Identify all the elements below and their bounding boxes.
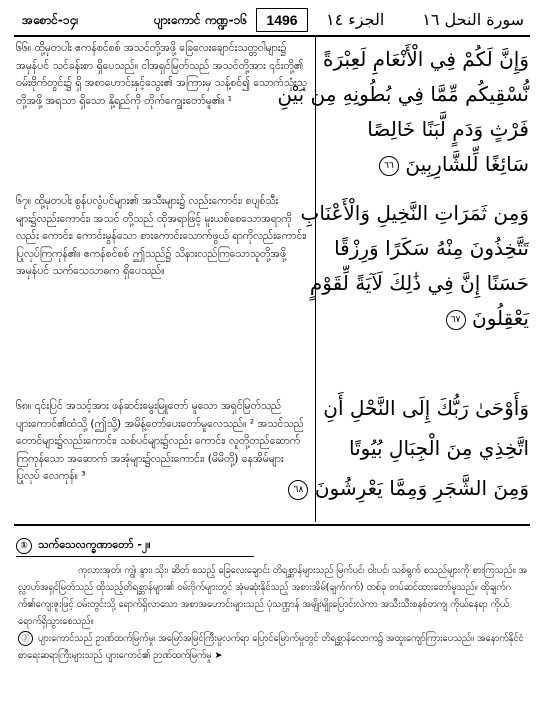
verse-66-text: ၆၆။ ထို့မှတပါး ဧကန်စင်စစ် အသင်တို့အဖို့ ခြေလေးချောင်းသတ္တဝါများ၌ အမှန်ပင် သင်ခန်းစာ ရှိပေသည်။ ငါအရှင်မြတ်သည် အသင်တို့အား ၎င်းတို့၏ ဝမ်းဗိုက်တွင်း၌ ရှိ အစာဟောင်းနှင့်သွေး၏ အကြားမှ သန့်စင်၍ သောက်သုံးသူတို့အဖို့ အရသာ ရှိသော နို့ရည်ကို တိုက်ကျွေးတော်မူ၏။ ¹ bbox=[16, 42, 307, 107]
ayah-number-marker: ٦٨ bbox=[288, 480, 308, 500]
arabic-line: حَسَنًا إِنَّ فِي ذَٰلِكَ لَآيَةً لِّقَوْمٍ bbox=[309, 271, 529, 295]
ayah-number-marker: ٦٦ bbox=[379, 156, 399, 176]
arabic-line: تَتَّخِذُونَ مِنْهُ سَكَرًا وَرِزْقًا bbox=[334, 236, 529, 260]
header-rule bbox=[14, 35, 530, 37]
arabic-line-text: يَعْقِلُونَ bbox=[472, 306, 529, 330]
translation-verse-67 bbox=[16, 193, 308, 281]
arabic-verse-67 bbox=[300, 196, 529, 336]
note-number-badge: ① bbox=[16, 538, 32, 554]
arabic-line: وَإِنَّ لَكُمْ فِي الْأَنْعَامِ لَعِبْرَةً bbox=[323, 47, 529, 71]
arabic-line: فَرْثٍ وَدَمٍ لَّبَنًا خَالِصًا bbox=[367, 117, 529, 141]
arabic-line bbox=[323, 147, 529, 182]
translation-verse-66 bbox=[16, 40, 308, 110]
arabic-line: وَمِن ثَمَرَاتِ النَّخِيلِ وَالْأَعْنَابِ bbox=[300, 201, 529, 225]
footnote-paragraph: ကုလားအုတ်၊ ကျွဲ၊ နွား၊ သိုး၊ ဆိတ် စသည့် ခြေလေးချောင်း တိရစ္ဆာန်များသည် မြက်ပင်၊ ဝါးပင်၊ သစ်ရွက် စသည်များကို စားကြသည်။ အလ္လာဟ်အရှင်မြတ်သည် ထိုသည့်တိရစ္ဆာန်များ၏ ဝမ်းဗိုက်များတွင် အုံမဆုံးနိုင်သည့် အစားအိမ်(ချက်ဂက်) တစ်ခု တပ်ဆင်ထားတော်မူသည်။ ထိုချက်ဂက်၏ကျေးဇူးဖြင့် ဝမ်းတွင်းသို့ ရောက်ရှိလာသော အစာအဟောင်းများသည် ပုံသဏ္ဌာန် အမျိုးမျိုးပြောင်းလဲကာ အသီးသီးစနစ်တကျ ကိုယ်နေရာ ကိုယ် ရောက်ရှိသွားစေသည်။ bbox=[18, 565, 528, 627]
arabic-line bbox=[293, 468, 529, 508]
verse-68-text: ၆၈။ ၎င်းပြင် အသင့်အား ဖန်ဆင်းမွေးမြူတော် မူသော အရှင်မြတ်သည် ပျားကောင်၏ထံသို့ (ဤသို့) အမိန့်တော်ပေးတော်မူလေသည်။ ² အသင်သည် တောင်များ၌လည်းကောင်း၊ သစ်ပင်များ၌လည်း ကောင်း၊ လူတို့တည်ဆောက်ကြကုန်သော အဆောက် အအုံများ၌လည်းကောင်း၊ (မိမိတို့) နေအိမ်များ ပြုလုပ် လေကုန်။ ³ bbox=[16, 400, 304, 482]
notes-title-text: သက်သေလက္ခဏာတော် -၂။ bbox=[38, 538, 151, 551]
notes-title-underline bbox=[16, 556, 254, 557]
chapter-label: ပျားကောင် ကဏ္ဍ-၁၆ bbox=[154, 13, 248, 27]
note-number-badge: Ⓙ bbox=[18, 631, 33, 646]
footnote-paragraph-text: ပျားကောင်သည် ဥာဏ်ထက်မြက်မှု၊ အမြော်အမြင်ကြီးမှုလက်ရာ ပြောင်မြောက်မှုတွင် တိရစ္ဆာန်လောက၌ အထူးကျော်ကြားပေသည်။ အနောက်နိုင်ငံ စာရေးဆရာကြီးများသည် ပျားကောင်၏ ဉာဏ်ထက်မြက်မှု ➤ bbox=[18, 633, 524, 661]
arabic-line: وَأَوْحَىٰ رَبُّكَ إِلَى النَّحْلِ أَنِ bbox=[323, 396, 529, 420]
arabic-verse-66 bbox=[277, 42, 529, 182]
verse-67-text: ၆၇။ ထို့မှတပါး စွန်ပလွံပင်များ၏ အသီးများ၌ လည်းကောင်း၊ စပျစ်သီးများ၌လည်းကောင်း၊ အသင် တို့သည် ထိုအရာဖြင့် မူးယစ်စေသောအရာကိုလည်း ကောင်း၊ ကောင်းမွန်သော စားကောင်းသောက်ဖွယ် ရာကိုလည်းကောင်း၊ ပြုလုပ်ကြကုန်၏။ ဧကန်စင်စစ် ဤသည်၌ သိနားလည်ကြသောသူတို့အဖို့ အမှန်ပင် သက်သေသာဓက ရှိပေသည်။ bbox=[16, 195, 307, 277]
arabic-verse-68 bbox=[293, 388, 529, 508]
arabic-line-text: سَائِغًا لِّلشَّارِبِينَ bbox=[405, 152, 529, 176]
surah-label: سورة النحل ١٦ bbox=[422, 10, 524, 29]
notes-title bbox=[16, 538, 151, 554]
page-header bbox=[14, 8, 530, 34]
arabic-line: نُّسْقِيكُم مِّمَّا فِي بُطُونِهِ مِن بَيْنِ bbox=[277, 82, 529, 106]
ayah-number-marker: ٦٧ bbox=[446, 310, 466, 330]
volume-label: အစောင်-၁၄၊ bbox=[22, 13, 79, 27]
juz-label: الجزء ١٤ bbox=[326, 10, 385, 29]
arabic-line-text: وَمِنَ الشَّجَرِ وَمِمَّا يَعْرِشُونَ bbox=[314, 476, 529, 500]
notes-rule bbox=[14, 524, 530, 526]
page-number: 1496 bbox=[256, 8, 308, 32]
arabic-line: اتَّخِذِي مِنَ الْجِبَالِ بُيُوتًا bbox=[348, 436, 529, 460]
footnote-paragraph-2 bbox=[18, 630, 528, 664]
footnotes bbox=[18, 562, 528, 664]
translation-verse-68 bbox=[16, 398, 308, 486]
arabic-line bbox=[323, 301, 529, 336]
